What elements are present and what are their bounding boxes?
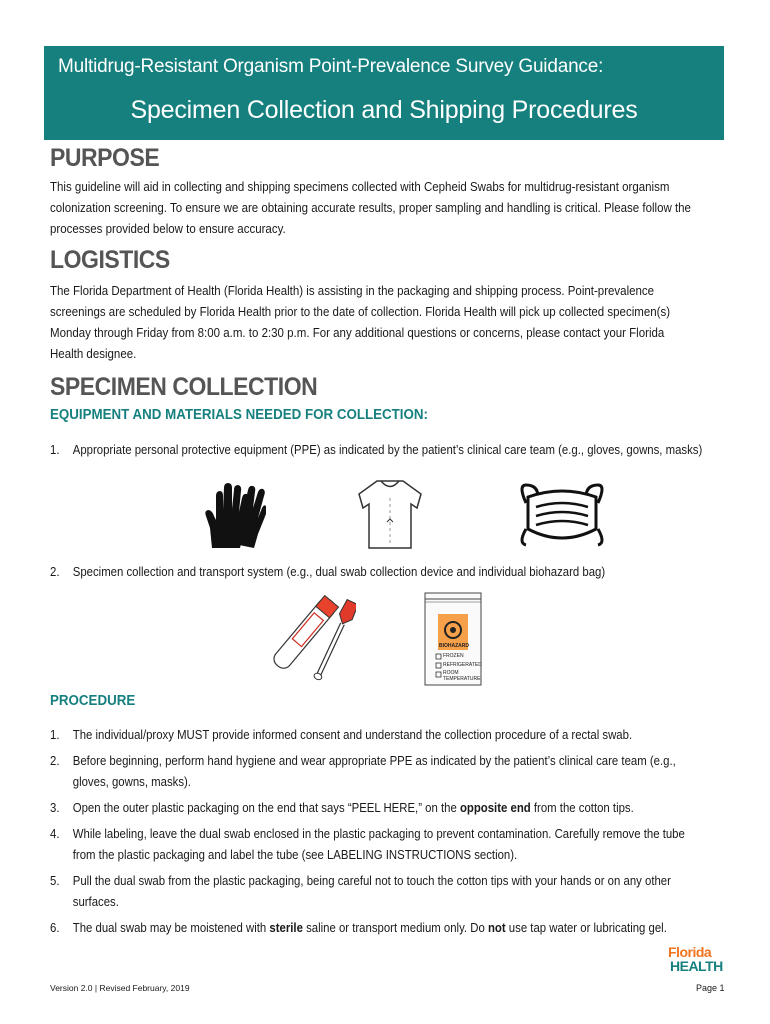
- list-item: 2. Specimen collection and transport system (e.g., dual swab collection device and individual biohazard bag): [50, 565, 606, 579]
- purpose-heading: PURPOSE: [50, 144, 160, 172]
- list-item: 6. The dual swab may be moistened with sterile saline or transport medium only. Do not use tap water or lubricating gel.: [50, 921, 667, 935]
- banner-subtitle: Multidrug-Resistant Organism Point-Prevalence Survey Guidance:: [58, 56, 604, 77]
- specimen-collection-heading: SPECIMEN COLLECTION: [50, 373, 318, 401]
- list-item: 1. Appropriate personal protective equipment (PPE) as indicated by the patient’s clinical care team (e.g., gloves, gowns, masks): [50, 443, 703, 457]
- biohazard-label: BIOHAZARD: [439, 643, 469, 649]
- banner-title: Specimen Collection and Shipping Procedures: [130, 96, 638, 124]
- logistics-heading: LOGISTICS: [50, 246, 170, 274]
- list-item: 2. Before beginning, perform hand hygiene and wear appropriate PPE as indicated by the patient’s clinical care team (e.g., gloves, gowns, masks).: [50, 754, 676, 789]
- logistics-text: The Florida Department of Health (Florida Health) is assisting in the packaging and shipping process. Point-prevalence screenings are scheduled by Florida Health prior to the date of collection. Florida Health will pick up collected specimen(s) Monday through Friday from 8:00 a.m. to 2:30 p.m. For any additional questions or concerns, please contact your Florida Health designee.: [50, 284, 671, 361]
- version-footer: Version 2.0 | Revised February, 2019: [50, 983, 190, 993]
- florida-health-logo: Florida HEALTH: [668, 944, 723, 974]
- bag-option-frozen: FROZEN: [443, 653, 464, 659]
- gown-icon: [355, 478, 425, 550]
- bag-option-room-temperature: ROOM TEMPERATURE: [443, 670, 481, 682]
- equipment-heading: EQUIPMENT AND MATERIALS NEEDED FOR COLLECTION:: [50, 407, 428, 423]
- list-item: 5. Pull the dual swab from the plastic packaging, being careful not to touch the cotton tips with your hands or on any other surfaces.: [50, 874, 671, 909]
- mask-icon: [516, 483, 608, 547]
- title-banner: [44, 46, 724, 140]
- list-item: 1. The individual/proxy MUST provide informed consent and understand the collection procedure of a rectal swab.: [50, 728, 633, 742]
- procedure-heading: PROCEDURE: [50, 693, 136, 709]
- biohazard-bag-icon: [424, 592, 482, 686]
- swab-tube-icon: [264, 592, 356, 684]
- gloves-icon: [204, 478, 266, 550]
- list-item: 3. Open the outer plastic packaging on the end that says “PEEL HERE,” on the opposite end from the cotton tips.: [50, 801, 634, 815]
- purpose-text: This guideline will aid in collecting and shipping specimens collected with Cepheid Swabs for multidrug-resistant organism colonization screening. To ensure we are obtaining accurate results, proper sampling and handling is critical. Please follow the processes provided below to ensure accuracy.: [50, 180, 691, 236]
- list-item: 4. While labeling, leave the dual swab enclosed in the plastic packaging to prevent contamination. Carefully remove the tube from the plastic packaging and label the tube (see LABELING INSTRUCTIONS section).: [50, 827, 685, 862]
- page-number: Page 1: [696, 983, 725, 993]
- bag-option-refrigerated: REFRIGERATED: [443, 662, 482, 668]
